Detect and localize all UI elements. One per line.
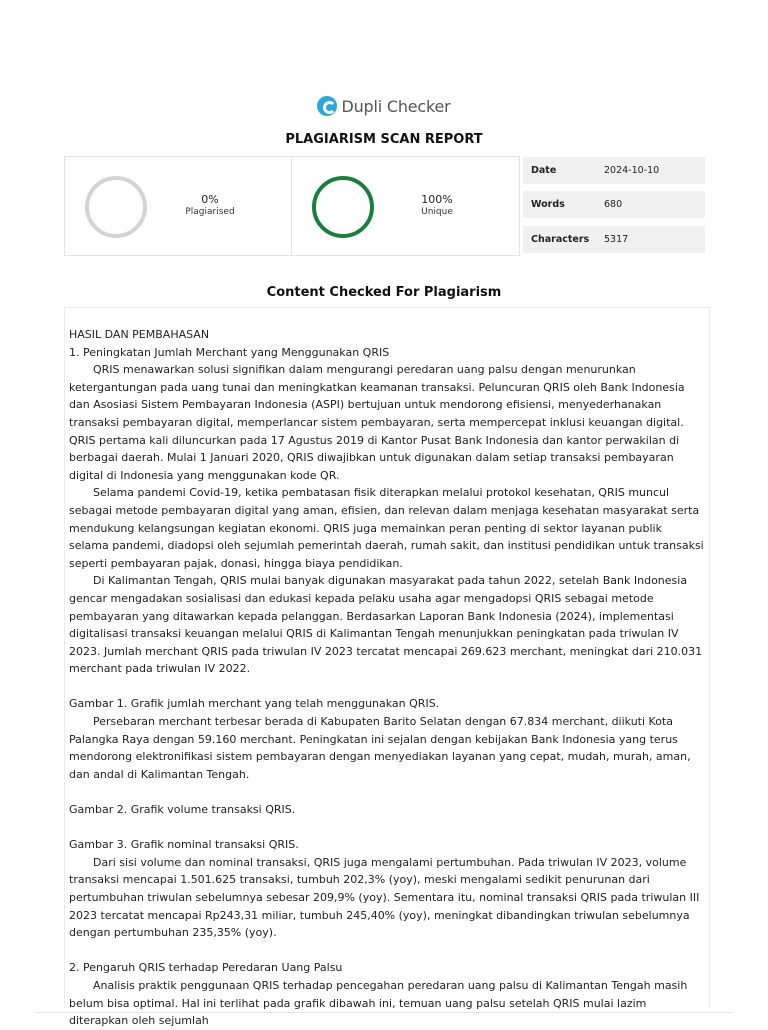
plagiarised-value: 0% <box>201 193 219 206</box>
figure-caption: Gambar 3. Grafik nominal transaksi QRIS. <box>69 838 299 852</box>
meta-row-words <box>523 191 705 218</box>
paragraph: Selama pandemi Covid-19, ketika pembatasan fisik diterapkan melalui protokol kesehatan, QRIS muncul sebagai metode pembayaran digital yang aman, efisien, dan relevan dalam menjaga kesehatan masyarakat serta mendukung kelangsungan kegiatan ekonomi. QRIS juga memainkan peran penting di sektor layanan publik selama pandemi, diadopsi oleh sejumlah pemerintah daerah, rumah sakit, dan institusi pendidikan untuk transaksi seperti pembayaran pajak, donasi, hingga biaya pendidikan. <box>69 486 704 570</box>
subheading: 1. Peningkatan Jumlah Merchant yang Menggunakan QRIS <box>69 345 390 359</box>
brand-logo <box>0 96 768 116</box>
unique-stat <box>292 157 518 255</box>
meta-row-date <box>523 157 705 184</box>
scan-stats-panel <box>64 156 520 256</box>
paragraph: Di Kalimantan Tengah, QRIS mulai banyak digunakan masyarakat pada tahun 2022, setelah Bank Indonesia gencar mengadakan sosialisasi dan edukasi kepada pelaku usaha agar mengadopsi QRIS sebagai metode pembayaran yang ditawarkan kepada pelanggan. Berdasarkan Laporan Bank Indonesia (2024), implementasi digitalisasi transaksi keuangan melalui QRIS di Kalimantan Tengah menunjukkan peningkatan pada triwulan IV 2023. Jumlah merchant QRIS pada triwulan IV 2023 tercatat mencapai 269.623 merchant, meningkat dari 210.031 merchant pada triwulan IV 2022. <box>69 574 703 676</box>
paragraph: Analisis praktik penggunaan QRIS terhadap pencegahan peredaran uang palsu di Kalimantan Tengah masih belum bisa optimal. Hal ini terlihat pada grafik dibawah ini, temuan uang palsu setelah QRIS mulai lazim diterapkan oleh sejumlah <box>69 978 688 1028</box>
plagiarised-stat <box>65 157 292 255</box>
paragraph: Persebaran merchant terbesar berada di Kabupaten Barito Selatan dengan 67.834 merchant, diikuti Kota Palangka Raya dengan 59.160 merchant. Peningkatan ini sejalan dengan kebijakan Bank Indonesia yang terus mendorong elektronifikasi sistem pembayaran dengan menyediakan layanan yang cepat, mudah, murah, aman, dan andal di Kalimantan Tengah. <box>69 715 691 781</box>
dupli-checker-logo-icon <box>317 96 337 116</box>
unique-label: Unique <box>421 207 453 217</box>
content-section-title: Content Checked For Plagiarism <box>266 285 502 300</box>
bottom-divider <box>36 1012 732 1013</box>
paragraph: QRIS menawarkan solusi signifikan dalam mengurangi peredaran uang palsu dengan menurunkan ketergantungan pada uang tunai dan meningkatkan keamanan transaksi. Peluncuran QRIS oleh Bank Indonesia dan Asosiasi Sistem Pembayaran Indonesia (ASPI) bertujuan untuk mendorong efisiensi, menyederhanakan transaksi pembayaran digital, memperlancar sistem pembayaran, serta mempercepat inklusi keuangan digital. QRIS pertama kali diluncurkan pada 17 Agustus 2019 di Kantor Pusat Bank Indonesia dan kantor perwakilan di berbagai daerah. Mulai 1 Januari 2020, QRIS diwajibkan untuk digunakan dalam setiap transaksi pembayaran digital di Indonesia yang menggunakan kode QR. <box>69 363 685 482</box>
meta-value: 5317 <box>604 234 629 245</box>
heading: HASIL DAN PEMBAHASAN <box>69 328 210 341</box>
unique-ring-icon <box>312 176 374 238</box>
plagiarised-ring-icon <box>85 176 147 238</box>
checked-content-box <box>64 307 710 1028</box>
meta-value: 680 <box>604 199 623 210</box>
plagiarised-label: Plagiarised <box>185 207 235 217</box>
meta-row-characters <box>523 226 705 253</box>
meta-value: 2024-10-10 <box>604 165 660 176</box>
subheading: 2. Pengaruh QRIS terhadap Peredaran Uang Palsu <box>69 961 343 975</box>
brand-name: Dupli Checker <box>341 96 451 116</box>
meta-key: Words <box>531 199 565 210</box>
checked-text <box>65 308 709 1030</box>
report-title: PLAGIARISM SCAN REPORT <box>285 132 483 147</box>
paragraph: Dari sisi volume dan nominal transaksi, QRIS juga mengalami pertumbuhan. Pada triwulan IV 2023, volume transaksi mencapai 1.501.625 transaksi, tumbuh 202,3% (yoy), meski mengalami sedikit penurunan dari pertumbuhan triwulan sebelumnya sebesar 209,9% (yoy). Sementara itu, nominal transaksi QRIS pada triwulan III 2023 tercatat mencapai Rp243,31 miliar, tumbuh 245,40% (yoy), meningkat dibandingkan triwulan sebelumnya dengan pertumbuhan 235,35% (yoy). <box>69 855 700 940</box>
figure-caption: Gambar 1. Grafik jumlah merchant yang telah menggunakan QRIS. <box>69 697 440 711</box>
meta-key: Date <box>531 165 557 176</box>
unique-value: 100% <box>421 193 453 206</box>
meta-key: Characters <box>531 234 590 245</box>
figure-caption: Gambar 2. Grafik volume transaksi QRIS. <box>69 803 296 817</box>
